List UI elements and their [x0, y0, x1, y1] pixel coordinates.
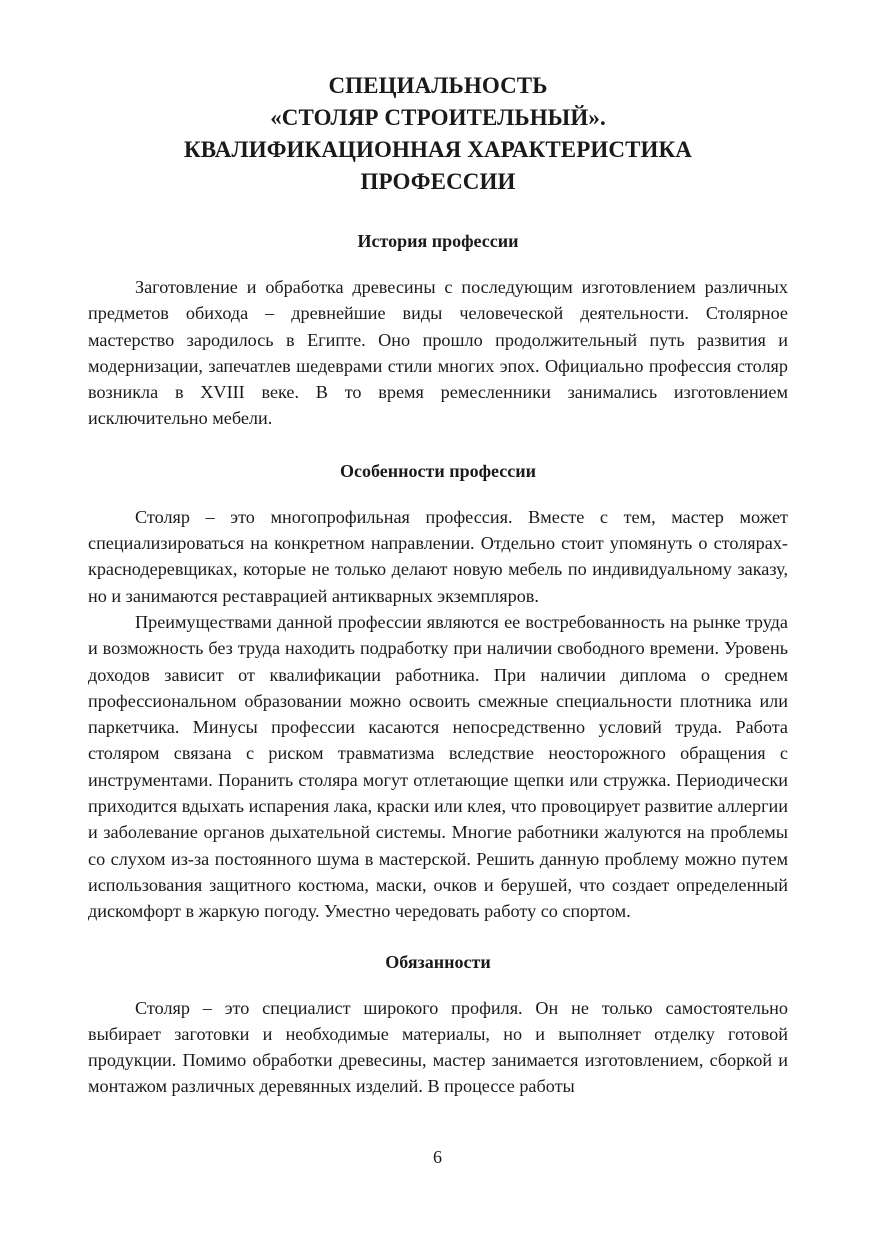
document-page — [88, 70, 788, 1100]
paragraph: Столяр – это специалист широкого профиля. Он не только самостоятельно выбирает заготовки и необходимые материалы, но и выполняет отделку готовой продукции. Помимо обработки древесины, мастер занимается изготовлением, сборкой и монтажом различных деревянных изделий. В процессе работы — [88, 997, 788, 1097]
title-line: ПРОФЕССИИ — [360, 169, 516, 194]
title-line: «СТОЛЯР СТРОИТЕЛЬНЫЙ». — [270, 105, 606, 130]
document-title — [88, 70, 788, 198]
title-line: СПЕЦИАЛЬНОСТЬ — [328, 73, 548, 98]
section-heading-history: История профессии — [357, 231, 519, 251]
section-heading-features: Особенности профессии — [340, 460, 536, 481]
paragraph: Столяр – это многопрофильная профессия. Вместе с тем, мастер может специализироваться на конкретном направлении. Отдельно стоит упомянуть о столярах-краснодеревщиках, которые не только делают новую мебель по индивидуальному заказу, но и занимаются реставрацией антикварных экземпляров. — [88, 506, 788, 606]
paragraph: Преимуществами данной профессии являются ее востребованность на рынке труда и возможность без труда находить подработку при наличии свободного времени. Уровень доходов зависит от квалификации работника. При наличии диплома о среднем профессиональном образовании можно освоить смежные специальности плотника или паркетчика. Минусы профессии касаются непосредственно условий труда. Работа столяром связана с риском травматизма вследствие неосторожного обращения с инструментами. Поранить столяра могут отлетающие щепки или стружка. Периодически приходится вдыхать испарения лака, краски или клея, что провоцирует развитие аллергии и заболевание органов дыхательной системы. Многие работники жалуются на проблемы со слухом из-за постоянного шума в мастерской. Решить данную проблему можно путем использования защитного костюма, маски, очков и берушей, что создает определенный дискомфорт в жаркую погоду. Уместно чередовать работу со спортом. — [88, 611, 788, 922]
page-number: 6 — [433, 1147, 442, 1167]
section-heading-duties: Обязанности — [385, 951, 491, 972]
title-line: КВАЛИФИКАЦИОННАЯ ХАРАКТЕРИСТИКА — [183, 137, 693, 162]
paragraph: Заготовление и обработка древесины с последующим изготовлением различных предметов обихода – древнейшие виды человеческой деятельности. Столярное мастерство зародилось в Египте. Оно прошло продолжительный путь развития и модернизации, запечатлев шедеврами стили многих эпох. Официально профессия столяр возникла в XVIII веке. В то время ремесленники занимались изготовлением исключительно мебели. — [88, 277, 788, 429]
